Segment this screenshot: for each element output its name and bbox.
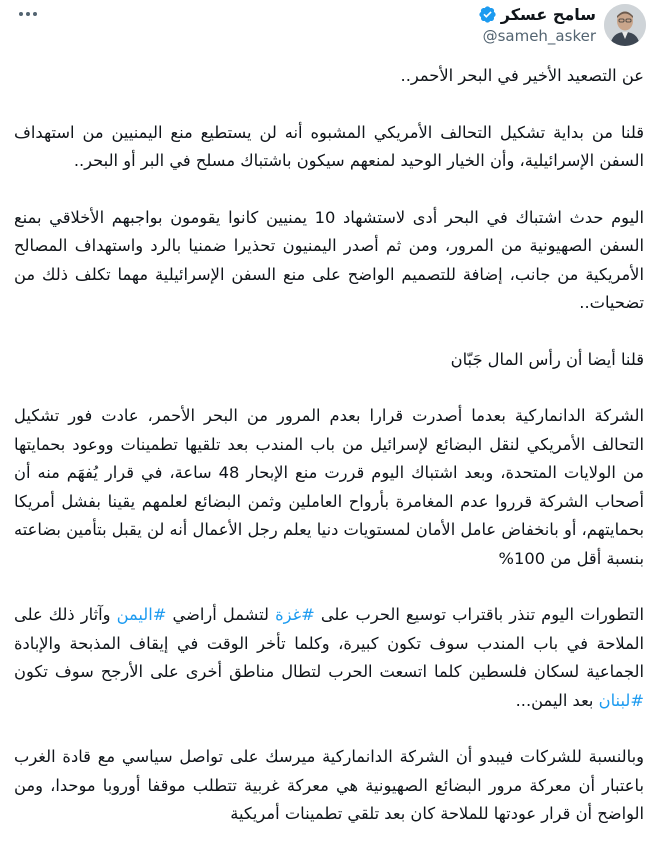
tweet-text [14,62,644,851]
tweet-paragraph-2: قلنا من بداية تشكيل التحالف الأمريكي المشبوه أنه لن يستطيع منع اليمنيين من استهداف السفن الإسرائيلية، وأن الخيار الوحيد لمنعهم سيكون باشتباك مسلح في البر أو البحر.. [14,122,644,170]
avatar[interactable] [604,4,646,46]
tweet-paragraph-7: وبالنسبة للشركات فيبدو أن الشركة الدانماركية ميرسك على تواصل سياسي مع قادة الغرب باعتبار أن معركة مرور البضائع الصهيونية هي معركة غربية تتطلب موقفا أوروبا موحدا، ومن الواضح أن قرار عودتها للملاحة كان بعد تلقي تطمينات أمريكية [14,747,644,823]
name-row [478,5,596,24]
tweet-paragraph-4: قلنا أيضا أن رأس المال جَبّان [450,349,644,369]
more-dot [33,12,37,16]
tweet-paragraph-5: الشركة الدانماركية بعدما أصدرت قرارا بعدم المرور من البحر الأحمر، عادت فور تشكيل التحالف الأمريكي لنقل البضائع لإسرائيل من باب المندب بعد تلقيها تطمينات ووعود بحمايتها من الولايات المتحدة، وبعد اشتباك اليوم قررت منع الإبحار 48 ساعة، في قرار يُفهَم منه أن أصحاب الشركة قرروا عدم المغامرة بأرواح العاملين وثمن البضائع لعلمهم يقينا بفشل أمريكا بحمايتهم، أو بانخفاض عامل الأمان لمستويات دنيا يعلم رجل الأعمال أنه لن يقبل بتأمين بضاعته بنسبة أقل من 100% [14,406,645,568]
author-display-name[interactable]: سامح عسكر [500,5,596,24]
text-span: التطورات اليوم تنذر باقتراب توسيع الحرب على [314,605,645,624]
hashtag-lebanon[interactable]: #لبنان [598,690,644,710]
author-handle[interactable]: @sameh_asker [482,27,596,45]
tweet-paragraph-6 [14,601,644,715]
text-span: بعد اليمن... [515,690,599,710]
tweet-paragraph-1: عن التصعيد الأخير في البحر الأحمر.. [400,66,644,85]
author-info [478,5,596,45]
hashtag-gaza[interactable]: #غزة [275,605,315,624]
tweet-header [0,0,658,60]
more-dot [19,12,23,16]
avatar-photo-icon [604,4,646,46]
more-dot [26,12,30,16]
text-span: وآثار ذلك على الملاحة في باب المندب سوف تكون كبيرة، وكلما تأخر الوقت في إيقاف المذبحة والإبادة الجماعية لسكان فلسطين كلما اتسعت الحرب لتطال مناطق أخرى على الأرجح سوف تكون [14,605,644,681]
hashtag-yemen[interactable]: #اليمن [116,605,167,624]
tweet-paragraph-3: اليوم حدث اشتباك في البحر أدى لاستشهاد 10 يمنيين كانوا يقومون بواجبهم الأخلاقي بمنع السفن الصهيونية من المرور، ومن ثم أصدر اليمنيون تحذيرا ضمنيا بالرد واستهداف المصالح الأمريكية من جانب، إضافة للتصميم الواضح على منع السفن الإسرائيلية مهما تكلف ذلك من تضحيات.. [14,207,644,312]
text-span: لتشمل أراضي [166,605,276,624]
more-options-icon[interactable] [16,6,40,22]
verified-badge-icon[interactable] [478,5,497,24]
